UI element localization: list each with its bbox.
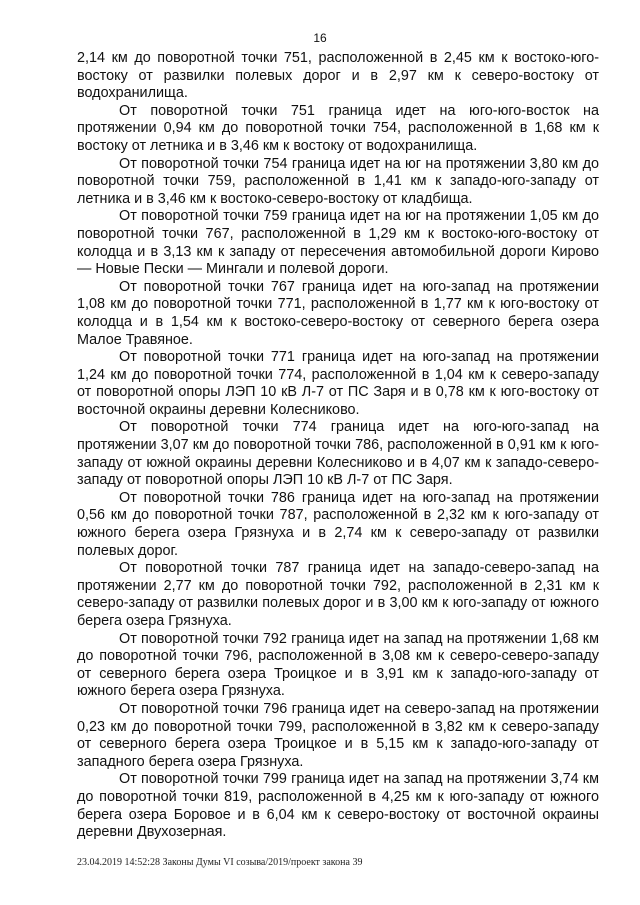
page-number: 16: [313, 31, 327, 45]
paragraph: От поворотной точки 774 граница идет на юго-юго-запад на протяжении 3,07 км до поворотной точки 786, расположенной в 0,91 км к юго-западу от южной окраины деревни Колесниково и в 4,07 км к западо-северо-западу от поворотной опоры ЛЭП 10 кВ Л-7 от ПС Заря.: [77, 419, 599, 489]
paragraph: От поворотной точки 754 граница идет на юг на протяжении 3,80 км до поворотной точки 759, расположенной в 1,41 км к западо-юго-западу от летника и в 3,46 км к востоко-северо-востоку от кладбища.: [77, 155, 599, 207]
paragraph: От поворотной точки 751 граница идет на юго-юго-восток на протяжении 0,94 км до поворотной точки 754, расположенной в 1,68 км к востоку от летника и в 3,46 км к востоку от водохранилища.: [77, 102, 599, 154]
paragraph: От поворотной точки 771 граница идет на юго-запад на протяжении 1,24 км до поворотной точки 774, расположенной в 1,04 км к северо-западу от поворотной опоры ЛЭП 10 кВ Л-7 от ПС Заря и в 0,78 км к юго-востоку от восточной окраины деревни Колесниково.: [77, 349, 599, 418]
document-footer: 23.04.2019 14:52:28 Законы Думы VI созыва/2019/проект закона 39: [77, 857, 363, 868]
paragraph: От поворотной точки 796 граница идет на северо-запад на протяжении 0,23 км до поворотной точки 799, расположенной в 3,82 км к северо-западу от северного берега озера Троицкое и в 5,15 км к западо-юго-западу от западного берега озера Грязнуха.: [77, 700, 599, 770]
paragraph: От поворотной точки 787 граница идет на западо-северо-запад на протяжении 2,77 км до поворотной точки 792, расположенной в 2,31 км к северо-западу от развилки полевых дорог и в 3,00 км к юго-западу от южного берега озера Грязнуха.: [77, 560, 599, 629]
paragraph: От поворотной точки 786 граница идет на юго-запад на протяжении 0,56 км до поворотной точки 787, расположенной в 2,32 км к юго-западу от южного берега озера Грязнуха и в 2,74 км к северо-западу от развилки полевых дорог.: [77, 489, 599, 559]
paragraph: От поворотной точки 799 граница идет на запад на протяжении 3,74 км до поворотной точки 819, расположенной в 4,25 км к юго-западу от южного берега озера Боровое и в 6,04 км к северо-востоку от восточной окраины деревни Двухозерная.: [77, 771, 599, 841]
paragraph: От поворотной точки 759 граница идет на юг на протяжении 1,05 км до поворотной точки 767, расположенной в 1,29 км к востоко-юго-востоку от колодца и в 3,13 км к западу от пересечения автомобильной дороги Кирово — Новые Пески — Мингали и полевой дороги.: [77, 208, 599, 278]
paragraph: От поворотной точки 767 граница идет на юго-запад на протяжении 1,08 км до поворотной точки 771, расположенной в 1,77 км к юго-востоку от колодца и в 1,54 км к востоко-северо-востоку от северного берега озера Малое Травяное.: [77, 278, 599, 348]
paragraph: От поворотной точки 792 граница идет на запад на протяжении 1,68 км до поворотной точки 796, расположенной в 3,08 км к северо-северо-западу от северного берега озера Троицкое и в 3,91 км к западо-юго-западу от южного берега озера Грязнуха.: [77, 630, 599, 700]
document-body: [77, 50, 599, 842]
paragraph: 2,14 км до поворотной точки 751, расположенной в 2,45 км к востоко-юго-востоку от развилки полевых дорог и в 2,97 км к северо-востоку от водохранилища.: [77, 50, 599, 102]
